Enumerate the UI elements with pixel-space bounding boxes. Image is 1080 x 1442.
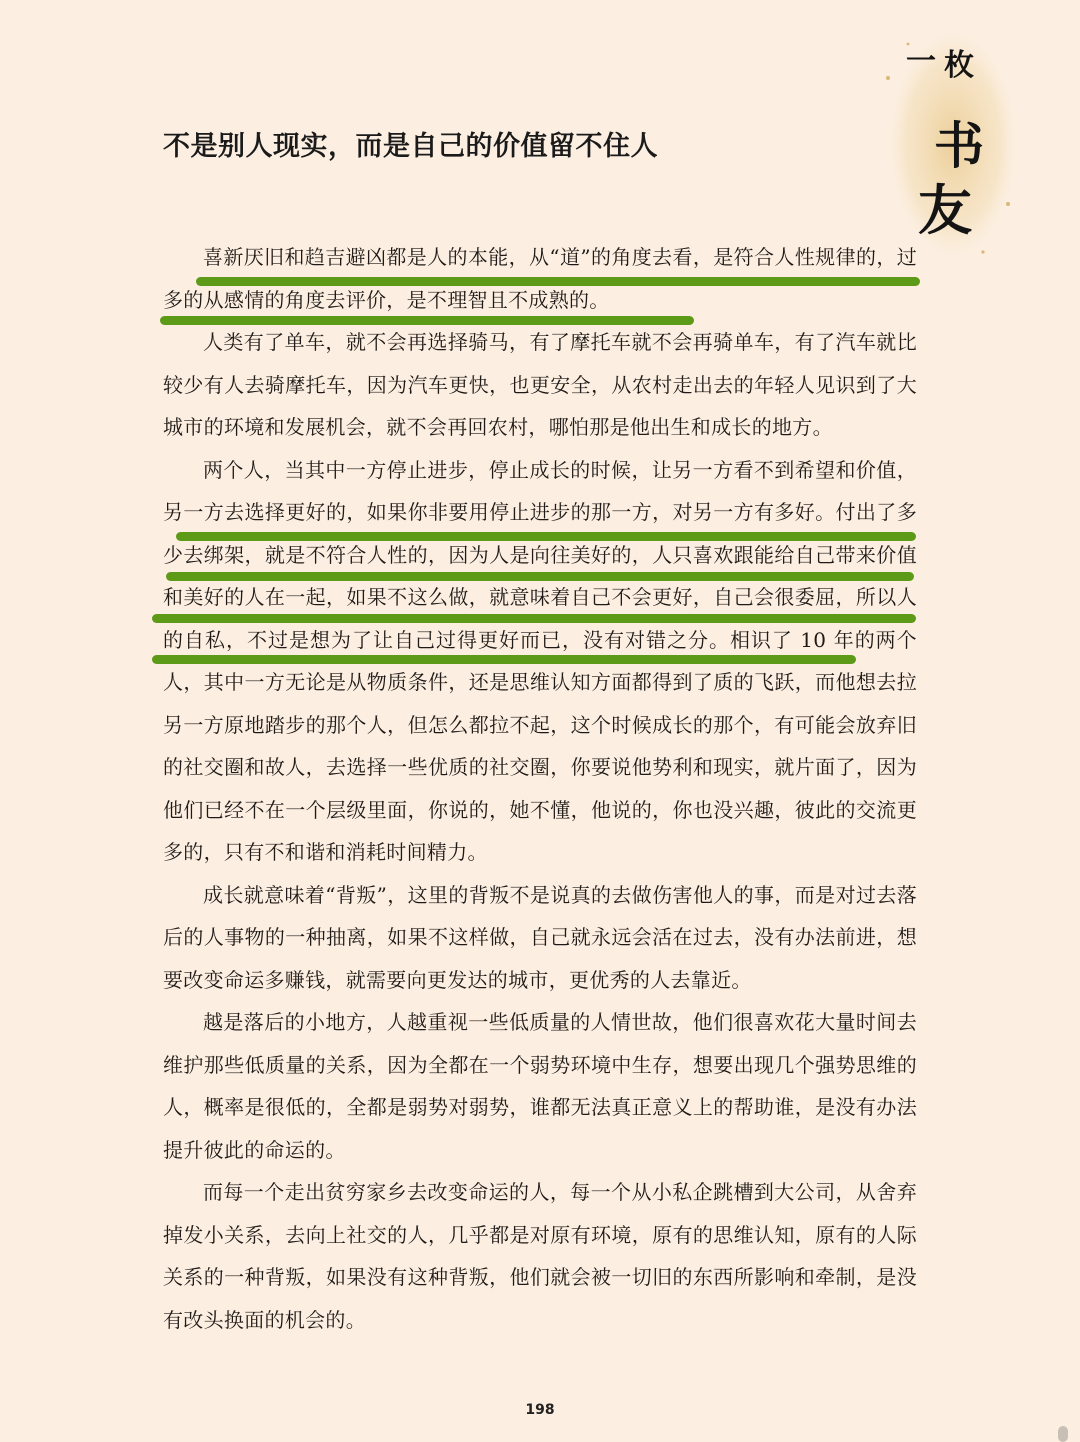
seal-logo <box>878 14 1028 264</box>
seal-char-4: 友 <box>918 178 972 242</box>
paragraph: 人类有了单车，就不会再选择骑马，有了摩托车就不会再骑单车，有了汽车就比较少有人去骑摩托车，因为汽车更快，也更安全，从农村走出去的年轻人见识到了大城市的环境和发展机会，就不会再回农村，哪怕那是他出生和成长的地方。 <box>163 330 917 439</box>
paragraph: 而每一个走出贫穷家乡去改变命运的人，每一个从小私企跳槽到大公司，从舍弃掉发小关系，去向上社交的人，几乎都是对原有环境，原有的思维认知，原有的人际关系的一种背叛，如果没有这种背叛，他们就会被一切旧的东西所影响和牵制，是没有改头换面的机会的。 <box>163 1180 917 1332</box>
paragraph: 成长就意味着“背叛”，这里的背叛不是说真的去做伤害他人的事，而是对过去落后的人事物的一种抽离，如果不这样做，自己就永远会活在过去，没有办法前进，想要改变命运多赚钱，就需要向更发达的城市，更优秀的人去靠近。 <box>163 882 917 992</box>
seal-char-2: 枚 <box>944 48 974 83</box>
seal-char-3: 书 <box>934 116 984 175</box>
paragraph: 越是落后的小地方，人越重视一些低质量的人情世故，他们很喜欢花大量时间去维护那些低质量的关系，因为全都在一个弱势环境中生存，想要出现几个强势思维的人，概率是很低的，全都是弱势对弱势，谁都无法真正意义上的帮助谁，是没有办法提升彼此的命运的。 <box>163 1010 917 1162</box>
seal-char-1: 一 <box>906 44 936 79</box>
article-body <box>163 236 917 1341</box>
page-number: 198 <box>525 1402 555 1418</box>
page-title: 不是别人现实，而是自己的价值留不住人 <box>163 131 658 162</box>
paragraph: 两个人，当其中一方停止进步，停止成长的时候，让另一方看不到希望和价值，另一方去选择更好的，如果你非要用停止进步的那一方，对另一方有多好。付出了多少去绑架，就是不符合人性的，因为人是向往美好的，人只喜欢跟能给自己带来价值和美好的人在一起，如果不这么做，就意味着自己不会更好，自己会很委屈，所以人的自私，不过是想为了让自己过得更好而已，没有对错之分。相识了 10 年的两个人，其中一方无论是从物质条件，还是思维认知方面都得到了质的飞跃，而他想去拉另一方原地踏步的那个人，但怎么都拉不起，这个时候成长的那个，有可能会放弃旧的社交圈和故人，去选择一些优质的社交圈，你要说他势利和现实，就片面了，因为他们已经不在一个层级里面，你说的，她不懂，他说的，你也没兴趣，彼此的交流更多的，只有不和谐和消耗时间精力。 <box>163 457 917 864</box>
paragraph: 喜新厌旧和趋吉避凶都是人的本能，从“道”的角度去看，是符合人性规律的，过多的从感情的角度去评价，是不理智且不成熟的。 <box>163 245 917 312</box>
